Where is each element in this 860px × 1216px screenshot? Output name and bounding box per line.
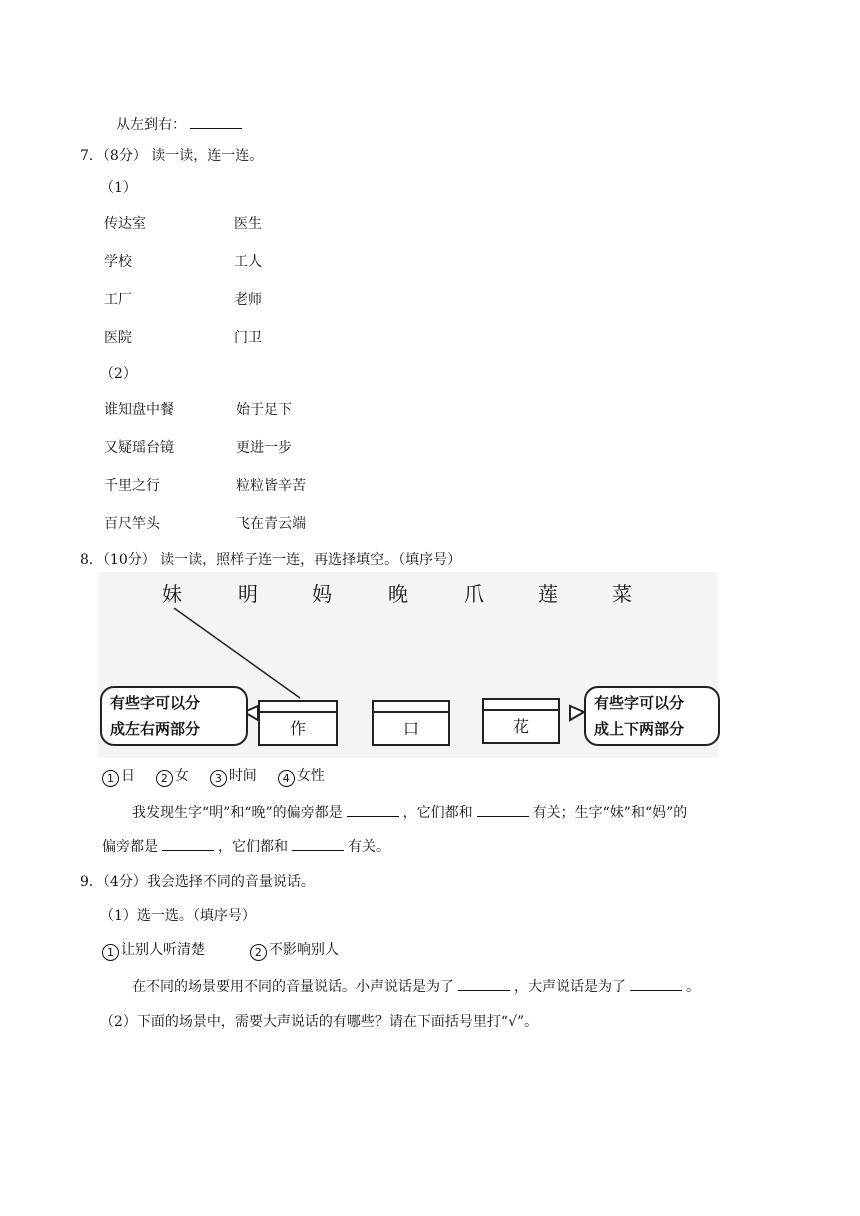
bubble-text: 成上下两部分 bbox=[594, 720, 685, 738]
q7-left-item[interactable]: 传达室 bbox=[104, 216, 146, 232]
option-text: 不影响别人 bbox=[268, 942, 339, 958]
q8-header: 8．（10分） 读一读，照样子连一连，再选择填空。（填序号） bbox=[80, 552, 462, 568]
option-number: 2 bbox=[156, 770, 173, 787]
q8-sentence-line2 bbox=[102, 836, 390, 857]
sentence-text: 我发现生字“明”和“晚”的偏旁都是 bbox=[132, 805, 343, 821]
fill-blank[interactable] bbox=[292, 836, 344, 851]
bubble-text: 有些字可以分 bbox=[110, 694, 201, 712]
box-label: 口 bbox=[402, 719, 419, 738]
figure-char: 菜 bbox=[612, 582, 632, 606]
q9-sentence bbox=[132, 976, 700, 997]
q7-left-item[interactable]: 工厂 bbox=[104, 292, 132, 308]
q7-poem-right[interactable]: 更进一步 bbox=[236, 440, 292, 456]
q7-left-item[interactable]: 医院 bbox=[104, 330, 132, 346]
answer-label: 从左到右： bbox=[116, 117, 186, 133]
sentence-text: 有关。 bbox=[348, 839, 390, 855]
category-box-hua[interactable] bbox=[482, 698, 560, 744]
sentence-text: ，它们都和 bbox=[402, 805, 473, 821]
q7-header: 7．（8分） 读一读，连一连。 bbox=[80, 148, 264, 164]
q7-right-item[interactable]: 门卫 bbox=[234, 330, 262, 346]
bubble-left-right bbox=[100, 686, 248, 746]
option-text: 女 bbox=[174, 768, 189, 784]
bubble-text: 成左右两部分 bbox=[110, 720, 201, 738]
sentence-text: 有关；生字“妹”和“妈”的 bbox=[532, 805, 688, 821]
box-label: 花 bbox=[512, 717, 529, 736]
option-text: 女性 bbox=[296, 768, 325, 784]
answer-line-left-to-right bbox=[116, 114, 246, 135]
box-label: 作 bbox=[289, 719, 306, 738]
q7-poem-right[interactable]: 飞在青云端 bbox=[236, 516, 306, 532]
option-text: 日 bbox=[121, 768, 135, 784]
q7-poem-left[interactable]: 谁知盘中餐 bbox=[104, 402, 174, 418]
category-box-zuo[interactable] bbox=[258, 700, 338, 746]
q7-right-item[interactable]: 医生 bbox=[234, 216, 262, 232]
option-number: 1 bbox=[102, 770, 119, 787]
bubble-top-bottom bbox=[584, 686, 720, 746]
fill-blank[interactable] bbox=[162, 836, 214, 851]
figure-char: 晚 bbox=[388, 582, 408, 606]
figure-char: 明 bbox=[238, 582, 258, 606]
bubble-text: 有些字可以分 bbox=[594, 694, 685, 712]
q7-poem-right[interactable]: 始于足下 bbox=[236, 402, 292, 418]
sentence-text: ，它们都和 bbox=[218, 839, 288, 855]
option-number: 2 bbox=[250, 944, 267, 961]
q7-poem-left[interactable]: 百尺竿头 bbox=[104, 516, 160, 532]
q9-options bbox=[102, 940, 339, 961]
q7-left-item[interactable]: 学校 bbox=[104, 254, 132, 270]
option-text: 时间 bbox=[228, 768, 257, 784]
q7-part2-label: （2） bbox=[100, 366, 137, 382]
q7-right-item[interactable]: 老师 bbox=[234, 292, 262, 308]
option-number: 4 bbox=[278, 770, 295, 787]
fill-blank[interactable] bbox=[347, 802, 399, 817]
sentence-text: 在不同的场景要用不同的音量说话。小声说话是为了 bbox=[132, 979, 454, 995]
q9-sub2: （2）下面的场景中，需要大声说话的有哪些？请在下面括号里打“√”。 bbox=[100, 1014, 539, 1030]
option-text: 让别人听清楚 bbox=[121, 942, 205, 958]
option-number: 1 bbox=[102, 944, 119, 961]
figure-char: 妹 bbox=[162, 582, 182, 606]
sentence-text: 。 bbox=[686, 979, 700, 995]
answer-blank[interactable] bbox=[190, 114, 242, 129]
option-number: 3 bbox=[210, 770, 227, 787]
sentence-text: ，大声说话是为了 bbox=[514, 979, 626, 995]
q7-poem-right[interactable]: 粒粒皆辛苦 bbox=[236, 478, 306, 494]
q9-header: 9．（4分）我会选择不同的音量说话。 bbox=[80, 874, 315, 890]
figure-char: 莲 bbox=[538, 582, 558, 606]
q7-poem-left[interactable]: 又疑瑶台镜 bbox=[104, 440, 174, 456]
fill-blank[interactable] bbox=[477, 802, 529, 817]
q8-figure bbox=[98, 572, 718, 758]
q9-sub1: （1）选一选。（填序号） bbox=[100, 908, 256, 924]
q7-part1-label: （1） bbox=[100, 180, 137, 196]
fill-blank[interactable] bbox=[630, 976, 682, 991]
category-box-kou[interactable] bbox=[372, 700, 450, 746]
q7-right-item[interactable]: 工人 bbox=[234, 254, 262, 270]
figure-char: 妈 bbox=[312, 582, 332, 606]
q8-options bbox=[102, 766, 325, 787]
q8-sentence-line1 bbox=[132, 802, 687, 823]
figure-char: 爪 bbox=[464, 582, 484, 606]
fill-blank[interactable] bbox=[458, 976, 510, 991]
q7-poem-left[interactable]: 千里之行 bbox=[104, 478, 160, 494]
sentence-text: 偏旁都是 bbox=[102, 839, 158, 855]
